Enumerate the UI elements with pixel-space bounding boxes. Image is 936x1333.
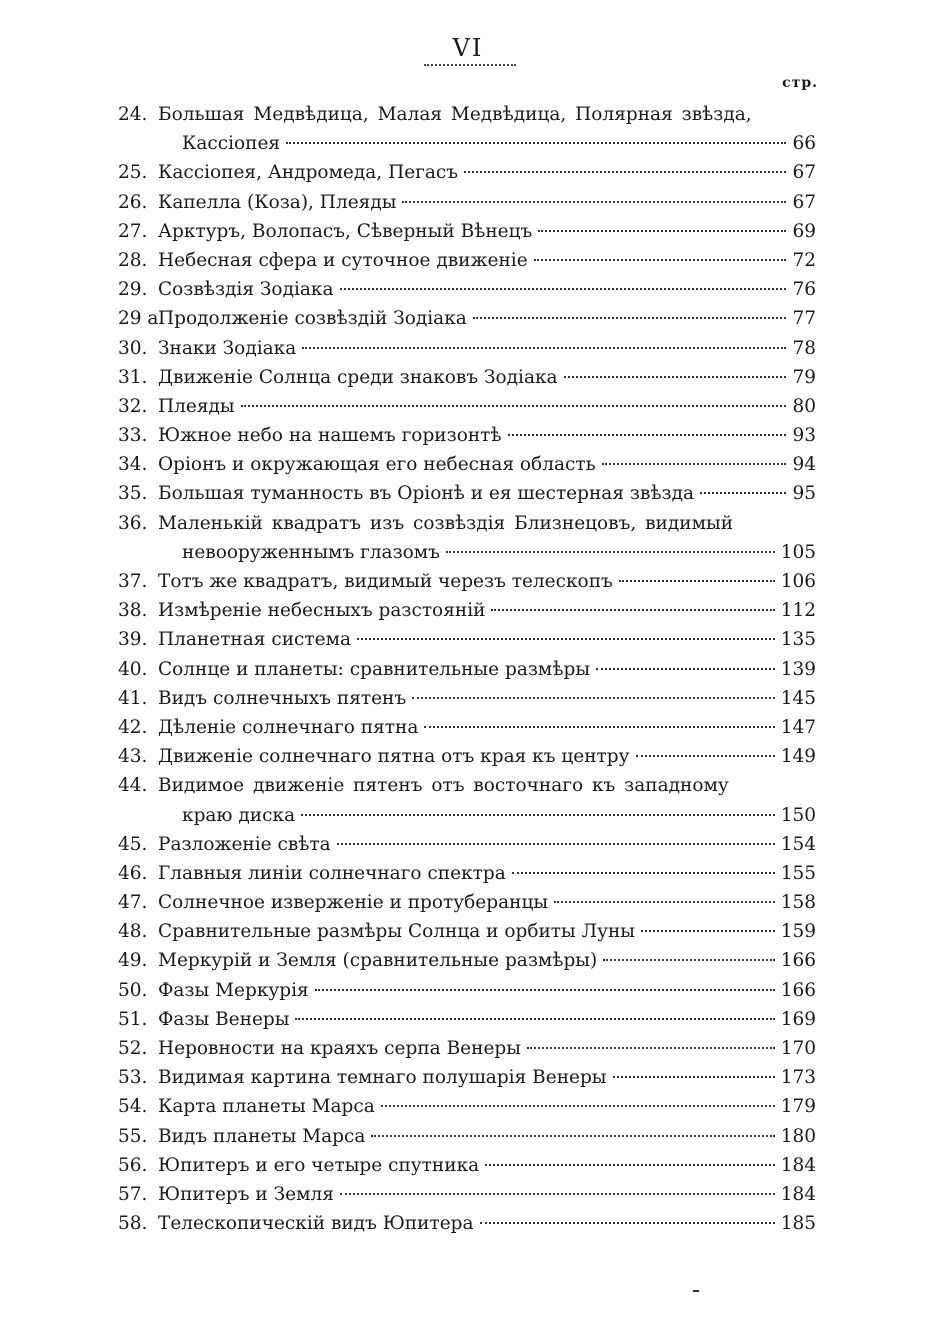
entry-page: 67: [792, 191, 816, 213]
entry-number: 48.: [118, 921, 148, 943]
entry-page: 76: [792, 279, 816, 301]
dot-leader: [402, 201, 786, 203]
entry-page: 79: [792, 366, 816, 388]
entry-title: Измѣреніе небесныхъ разстояній: [158, 600, 486, 622]
entry-page: 184: [780, 1154, 816, 1176]
entry-number: 41.: [118, 687, 148, 709]
toc-entry: [118, 625, 816, 654]
toc-entry: [118, 567, 816, 596]
entry-title: Продолженіе созвѣздій Зодіака: [158, 308, 467, 330]
page-number: VI: [452, 34, 484, 62]
entry-title: Телескопическій видъ Юпитера: [158, 1213, 474, 1235]
entry-number: 53.: [118, 1067, 148, 1089]
entry-title: Видъ солнечныхъ пятенъ: [158, 687, 407, 709]
entry-page: 166: [780, 979, 816, 1001]
entry-title: Меркурій и Земля (сравнительные размѣры): [158, 950, 598, 972]
toc-entry: [118, 217, 816, 246]
entry-page: 78: [792, 337, 816, 359]
entry-title: Фазы Венеры: [158, 1008, 290, 1030]
dot-leader: [357, 638, 775, 640]
entry-page: 80: [792, 395, 816, 417]
toc-entry: [118, 421, 816, 450]
toc-entry: [118, 479, 816, 508]
entry-title: Маленькій квадратъ изъ созвѣздія Близнецовъ, видимый: [158, 512, 734, 534]
entry-number: 54.: [118, 1096, 148, 1118]
entry-page: 155: [780, 862, 816, 884]
entry-title: Арктуръ, Волопасъ, Сѣверный Вѣнецъ: [158, 220, 533, 242]
entry-title: Большая Медвѣдица, Малая Медвѣдица, Полярная звѣзда,: [158, 104, 752, 125]
dot-leader: [596, 668, 775, 670]
dot-leader: [340, 288, 787, 290]
entry-title: Разложеніе свѣта: [158, 833, 331, 855]
entry-title: Видъ планеты Марса: [158, 1125, 366, 1147]
entry-title: Кассіопея: [182, 133, 281, 155]
entry-title: Фазы Меркурія: [158, 979, 309, 1001]
entry-title: Капелла (Коза), Плеяды: [158, 191, 397, 213]
entry-title: Сравнительные размѣры Солнца и орбиты Луны: [158, 921, 636, 943]
toc-entry: [118, 1209, 816, 1238]
toc-entry: [118, 129, 816, 158]
toc-entry: [118, 538, 816, 567]
dot-leader: [315, 989, 775, 991]
stray-mark: [693, 1290, 699, 1292]
dot-leader: [302, 347, 786, 349]
entry-number: 51.: [118, 1008, 148, 1030]
entry-page: 154: [780, 833, 816, 855]
dot-leader: [564, 376, 787, 378]
dot-leader: [446, 551, 775, 553]
entry-number: 40.: [118, 658, 148, 680]
entry-page: 166: [780, 950, 816, 972]
entry-title: Карта планеты Марса: [158, 1096, 375, 1118]
table-of-contents: [118, 100, 816, 1238]
entry-number: 56.: [118, 1154, 148, 1176]
toc-entry-line: [118, 509, 816, 538]
entry-number: 49.: [118, 950, 148, 972]
entry-page: 159: [780, 921, 816, 943]
toc-entry: [118, 859, 816, 888]
entry-number: 58.: [118, 1213, 148, 1235]
entry-page: 169: [780, 1008, 816, 1030]
dot-leader: [480, 1222, 775, 1224]
toc-entry: [118, 1063, 816, 1092]
entry-page: 135: [780, 629, 816, 651]
entry-number: 47.: [118, 892, 148, 914]
entry-number: 32.: [118, 395, 148, 417]
toc-entry: [118, 1092, 816, 1121]
toc-entry: [118, 188, 816, 217]
entry-page: 93: [792, 425, 816, 447]
entry-number: 25.: [118, 162, 148, 184]
entry-page: 170: [780, 1038, 816, 1059]
toc-entry: [118, 392, 816, 421]
toc-entry: [118, 1034, 816, 1063]
toc-entry: [118, 596, 816, 625]
toc-entry: [118, 334, 816, 363]
entry-number: 36.: [118, 512, 148, 534]
entry-number: 55.: [118, 1125, 148, 1147]
entry-page: 149: [780, 746, 816, 768]
toc-entry: [118, 888, 816, 917]
toc-entry: [118, 1122, 816, 1151]
entry-number: 46.: [118, 862, 148, 884]
toc-entry: [118, 742, 816, 771]
entry-number: 26.: [118, 191, 148, 213]
entry-page: 105: [780, 541, 816, 563]
entry-title: краю диска: [182, 804, 296, 826]
entry-page: 94: [792, 454, 816, 476]
dot-leader: [337, 843, 775, 845]
entry-title: Кассіопея, Андромеда, Пегасъ: [158, 162, 459, 184]
dot-leader: [340, 1193, 775, 1195]
entry-page: 180: [780, 1125, 816, 1147]
entry-title: Солнечное изверженіе и протуберанцы: [158, 892, 549, 914]
entry-page: 173: [780, 1067, 816, 1089]
toc-entry: [118, 655, 816, 684]
entry-number: 30.: [118, 337, 148, 359]
toc-entry: [118, 363, 816, 392]
entry-title: Юпитеръ и его четыре спутника: [158, 1154, 480, 1176]
entry-title: Юпитеръ и Земля: [158, 1183, 334, 1205]
entry-page: 179: [780, 1096, 816, 1118]
toc-entry-line: [118, 771, 816, 800]
entry-page: 112: [780, 600, 816, 622]
toc-entry: [118, 275, 816, 304]
dot-leader: [636, 755, 775, 757]
entry-title: Созвѣздія Зодіака: [158, 279, 334, 301]
dot-leader: [371, 1135, 774, 1137]
toc-entry: [118, 158, 816, 187]
entry-title: Большая туманность въ Оріонѣ и ея шестерная звѣзда: [158, 483, 695, 505]
dot-leader: [485, 1164, 775, 1166]
dot-leader: [241, 405, 787, 407]
page-column-label: стр.: [782, 75, 818, 91]
entry-title: Оріонъ и окружающая его небесная область: [158, 454, 596, 476]
dot-leader: [613, 1076, 775, 1078]
entry-page: 66: [792, 133, 816, 155]
dot-leader: [700, 492, 786, 494]
entry-title: Видимое движеніе пятенъ отъ восточнаго къ западному: [158, 775, 729, 797]
entry-title: Движеніе Солнца среди знаковъ Зодіака: [158, 366, 558, 388]
entry-page: 67: [792, 162, 816, 184]
entry-page: 69: [792, 220, 816, 242]
entry-number: 31.: [118, 366, 148, 388]
entry-number: 35.: [118, 483, 148, 505]
entry-number: 39.: [118, 629, 148, 651]
dot-leader: [424, 726, 774, 728]
dot-leader: [619, 580, 775, 582]
entry-number: 45.: [118, 833, 148, 855]
dot-leader: [381, 1105, 775, 1107]
entry-page: 147: [780, 716, 816, 738]
dot-leader: [538, 230, 786, 232]
entry-title: невооруженнымъ глазомъ: [182, 541, 440, 563]
dot-leader: [464, 171, 786, 173]
dot-leader: [473, 317, 787, 319]
entry-number: 34.: [118, 454, 148, 476]
toc-entry: [118, 246, 816, 275]
entry-page: 150: [780, 804, 816, 826]
entry-number: 42.: [118, 716, 148, 738]
dot-leader: [491, 609, 774, 611]
toc-entry: [118, 450, 816, 479]
dot-leader: [534, 259, 787, 261]
toc-entry: [118, 684, 816, 713]
entry-number: 24.: [118, 104, 148, 125]
entry-title: Неровности на краяхъ серпа Венеры: [158, 1038, 521, 1059]
toc-entry: [118, 1180, 816, 1209]
entry-page: 139: [780, 658, 816, 680]
dot-leader: [603, 959, 774, 961]
entry-title: Солнце и планеты: сравнительные размѣры: [158, 658, 591, 680]
entry-title: Знаки Зодіака: [158, 337, 297, 359]
entry-number: 52.: [118, 1038, 148, 1059]
entry-title: Планетная система: [158, 629, 351, 651]
entry-number: 38.: [118, 600, 148, 622]
toc-entry: [118, 1005, 816, 1034]
entry-page: 77: [792, 308, 816, 330]
entry-number: 37.: [118, 571, 148, 592]
toc-entry: [118, 713, 816, 742]
entry-number: 29 а.: [118, 308, 165, 330]
entry-number: 50.: [118, 979, 148, 1001]
dot-leader: [301, 814, 775, 816]
dot-leader: [641, 930, 775, 932]
toc-entry: [118, 917, 816, 946]
entry-page: 95: [792, 483, 816, 505]
dot-leader: [527, 1047, 775, 1049]
dot-leader: [554, 901, 775, 903]
dot-leader: [512, 872, 775, 874]
entry-page: 158: [780, 892, 816, 914]
entry-page: 184: [780, 1183, 816, 1205]
dot-leader: [286, 142, 786, 144]
toc-entry: [118, 946, 816, 975]
entry-page: 72: [792, 249, 816, 271]
entry-title: Движеніе солнечнаго пятна отъ края къ центру: [158, 746, 630, 768]
entry-page: 106: [780, 571, 816, 592]
entry-title: Дѣленіе солнечнаго пятна: [158, 716, 419, 738]
dot-leader: [412, 697, 775, 699]
dot-leader: [295, 1018, 774, 1020]
entry-number: 57.: [118, 1183, 148, 1205]
entry-title: Плеяды: [158, 395, 235, 417]
toc-entry: [118, 801, 816, 830]
dot-leader: [508, 434, 787, 436]
entry-title: Видимая картина темнаго полушарія Венеры: [158, 1067, 607, 1089]
entry-number: 29.: [118, 279, 148, 301]
entry-title: Главныя линіи солнечнаго спектра: [158, 862, 506, 884]
dot-leader: [602, 463, 787, 465]
entry-page: 145: [780, 687, 816, 709]
entry-number: 43.: [118, 746, 148, 768]
entry-number: 33.: [118, 425, 148, 447]
entry-number: 44.: [118, 775, 148, 797]
header-rule: [424, 64, 516, 66]
toc-entry: [118, 1151, 816, 1180]
entry-number: 28.: [118, 249, 148, 271]
entry-title: Тотъ же квадратъ, видимый черезъ телескопъ: [158, 571, 613, 592]
entry-title: Небесная сфера и суточное движеніе: [158, 249, 528, 271]
toc-entry-line: [118, 100, 816, 129]
toc-entry: [118, 976, 816, 1005]
entry-number: 27.: [118, 220, 148, 242]
toc-entry: [118, 304, 816, 333]
toc-entry: [118, 830, 816, 859]
entry-page: 185: [780, 1213, 816, 1235]
entry-title: Южное небо на нашемъ горизонтѣ: [158, 425, 502, 447]
